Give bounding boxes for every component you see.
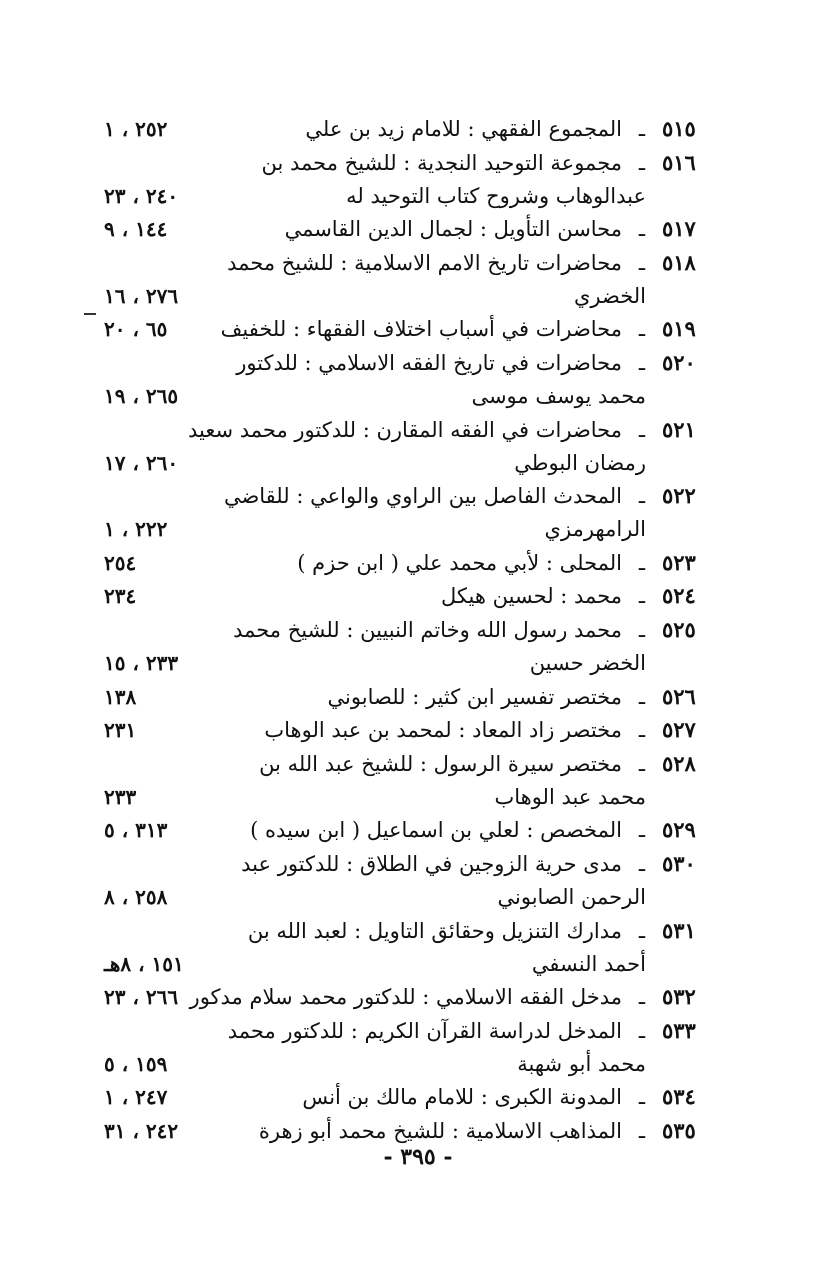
entry-dash: ـ [638, 751, 646, 776]
entry-title: رمضان البوطي [514, 450, 646, 475]
entry-title: مدى حرية الزوجين في الطلاق : للدكتور عبد [241, 852, 622, 876]
entry-number: ٥١٩ [662, 316, 696, 342]
entry-title: المذاهب الاسلامية : للشيخ محمد أبو زهرة [258, 1119, 622, 1143]
entry-reference: ١٥١ ، ٨هـ [104, 951, 184, 976]
entry-title: محمد عبد الوهاب [494, 784, 646, 809]
entry-dash: ـ [638, 818, 646, 843]
entry-number: ٥٢٢ [662, 483, 696, 509]
entry-number: ٥٣٤ [662, 1084, 696, 1110]
entry-number: ٥٢٦ [662, 683, 696, 709]
entry-title: مجموعة التوحيد النجدية : للشيخ محمد بن [261, 150, 622, 175]
entry-dash: ـ [638, 484, 646, 509]
entry-dash: ـ [638, 317, 646, 342]
entry-line [0, 847, 836, 881]
entry-title: محاسن التأويل : لجمال الدين القاسمي [284, 217, 622, 242]
entry-dash: ـ [638, 852, 646, 876]
entry-reference: ٢٣٣ [104, 784, 137, 809]
entry-reference: ٢٦٠ ، ١٧ [104, 450, 179, 475]
entry-line [0, 479, 836, 513]
entry-line [0, 279, 836, 313]
entry-title: مختصر زاد المعاد : لمحمد بن عبد الوهاب [264, 718, 622, 743]
entry-line [0, 112, 836, 146]
entry-line [0, 346, 836, 380]
page-number: - ٣٩٥ - [383, 1144, 453, 1170]
entry-title: محاضرات تاريخ الامم الاسلامية : للشيخ محمد [227, 250, 622, 275]
entry-dash: ـ [638, 150, 646, 175]
entry-dash: ـ [638, 618, 646, 642]
entry-line [0, 947, 836, 981]
entry-reference: ١٥٩ ، ٥ [104, 1051, 168, 1076]
entry-reference: ٣١٣ ، ٥ [104, 818, 168, 843]
entry-title: مدخل الفقه الاسلامي : للدكتور محمد سلام مدكور [189, 985, 622, 1010]
entry-dash: ـ [638, 918, 646, 943]
entry-reference: ٢٦٥ ، ١٩ [104, 384, 179, 408]
entry-title: محمد أبو شهبة [517, 1051, 646, 1076]
entry-line [0, 613, 836, 647]
entry-reference: ١٣٨ [104, 684, 137, 709]
entry-number: ٥١٦ [662, 149, 696, 175]
entry-reference: ٢٦٦ ، ٢٣ [104, 985, 179, 1010]
entry-line [0, 246, 836, 280]
entry-title: الخضر حسين [529, 651, 646, 675]
entry-dash: ـ [638, 117, 646, 141]
entry-reference: ٢٤٠ ، ٢٣ [104, 183, 179, 208]
entry-number: ٥٢٩ [662, 817, 696, 843]
entry-line [0, 1014, 836, 1048]
entry-title: المدونة الكبرى : للامام مالك بن أنس [302, 1085, 622, 1110]
entry-dash: ـ [638, 718, 646, 743]
entry-dash: ـ [638, 1119, 646, 1143]
entry-line [0, 546, 836, 580]
entry-title: مختصر تفسير ابن كثير : للصابوني [327, 684, 622, 709]
entry-title: المجموع الفقهي : للامام زيد بن علي [305, 117, 622, 141]
entry-dash: ـ [638, 684, 646, 709]
entry-reference: ٢٧٦ ، ١٦ [104, 283, 179, 308]
entry-dash: ـ [638, 217, 646, 242]
entry-reference: ١٤٤ ، ٩ [104, 217, 168, 242]
entry-title: عبدالوهاب وشروح كتاب التوحيد له [346, 183, 646, 208]
entry-reference: ٢٣٤ [104, 584, 137, 609]
entry-number: ٥١٧ [662, 216, 696, 242]
entry-dash: ـ [638, 417, 646, 442]
entry-line [0, 446, 836, 480]
entry-number: ٥٣٥ [662, 1118, 696, 1143]
entry-line [0, 379, 836, 413]
entry-reference: ٢٣٣ ، ١٥ [104, 651, 179, 675]
entry-number: ٥٢٧ [662, 717, 696, 743]
entry-line [0, 680, 836, 714]
entry-line [0, 914, 836, 948]
entry-number: ٥٢٠ [662, 350, 696, 375]
entry-title: محاضرات في أسباب اختلاف الفقهاء : للخفيف [220, 317, 622, 342]
entry-reference: ٢٣١ [104, 718, 137, 743]
entry-number: ٥٢١ [662, 416, 696, 442]
entry-reference: ٢٥٤ [104, 550, 137, 575]
entry-title: محاضرات في تاريخ الفقه الاسلامي : للدكتور [236, 351, 622, 375]
entry-reference: ٦٥ ، ٢٠ [104, 317, 168, 342]
entry-dash: ـ [638, 250, 646, 275]
entry-line [0, 146, 836, 180]
entry-line [0, 512, 836, 546]
entry-title: مختصر سيرة الرسول : للشيخ عبد الله بن [259, 751, 622, 776]
entry-number: ٥٣٣ [662, 1017, 696, 1043]
entry-title: الرحمن الصابوني [497, 885, 646, 909]
entry-line [0, 747, 836, 781]
entry-dash: ـ [638, 584, 646, 609]
entry-title: الرامهرمزي [544, 517, 646, 542]
entry-title: محمد يوسف موسى [471, 384, 646, 408]
entry-reference: ٢٤٧ ، ١ [104, 1085, 168, 1110]
entry-line [0, 980, 836, 1014]
entry-dash: ـ [638, 985, 646, 1010]
entry-title: محمد رسول الله وخاتم النبيين : للشيخ محمد [233, 618, 622, 642]
entry-reference: ٢٥٨ ، ٨ [104, 885, 168, 909]
entry-title: المحلى : لأبي محمد علي ( ابن حزم ) [297, 550, 622, 575]
entry-title: المدخل لدراسة القرآن الكريم : للدكتور محمد [227, 1018, 622, 1043]
entry-line [0, 713, 836, 747]
entry-number: ٥٣٠ [662, 851, 696, 876]
entry-line [0, 1080, 836, 1114]
entry-title: الخضري [573, 283, 646, 308]
entry-reference: ٢٤٢ ، ٣١ [104, 1119, 179, 1143]
entry-line [0, 413, 836, 447]
entry-dash: ـ [638, 1085, 646, 1110]
entry-line [0, 579, 836, 613]
entry-reference: ٢٢٢ ، ١ [104, 517, 168, 542]
entry-title: المحدث الفاصل بين الراوي والواعي : للقاضي [223, 484, 622, 509]
entry-number: ٥١٨ [662, 249, 696, 275]
entry-title: المخصص : لعلي بن اسماعيل ( ابن سيده ) [250, 818, 622, 843]
entry-number: ٥٢٤ [662, 583, 696, 609]
entry-line [0, 780, 836, 814]
entry-number: ٥٢٨ [662, 750, 696, 776]
entry-title: محاضرات في الفقه المقارن : للدكتور محمد سعيد [187, 417, 622, 442]
entry-reference: ٢٥٢ ، ١ [104, 117, 168, 141]
entry-line [0, 880, 836, 914]
entry-title: أحمد النسفي [531, 951, 646, 976]
entry-dash: ـ [638, 550, 646, 575]
entry-line [0, 312, 836, 346]
entry-line [0, 646, 836, 680]
entry-number: ٥٣٢ [662, 984, 696, 1010]
entry-line [0, 212, 836, 246]
entry-dash: ـ [638, 351, 646, 375]
entry-line [0, 813, 836, 847]
entry-number: ٥١٥ [662, 116, 696, 141]
entry-dash: ـ [638, 1018, 646, 1043]
entry-line [0, 179, 836, 213]
entry-line [0, 1047, 836, 1081]
entry-title: مدارك التنزيل وحقائق التاويل : لعبد الله بن [247, 918, 622, 943]
margin-mark [84, 313, 96, 315]
entry-number: ٥٣١ [662, 917, 696, 943]
entry-number: ٥٢٥ [662, 617, 696, 642]
entry-number: ٥٢٣ [662, 549, 696, 575]
entry-title: محمد : لحسين هيكل [441, 584, 622, 609]
